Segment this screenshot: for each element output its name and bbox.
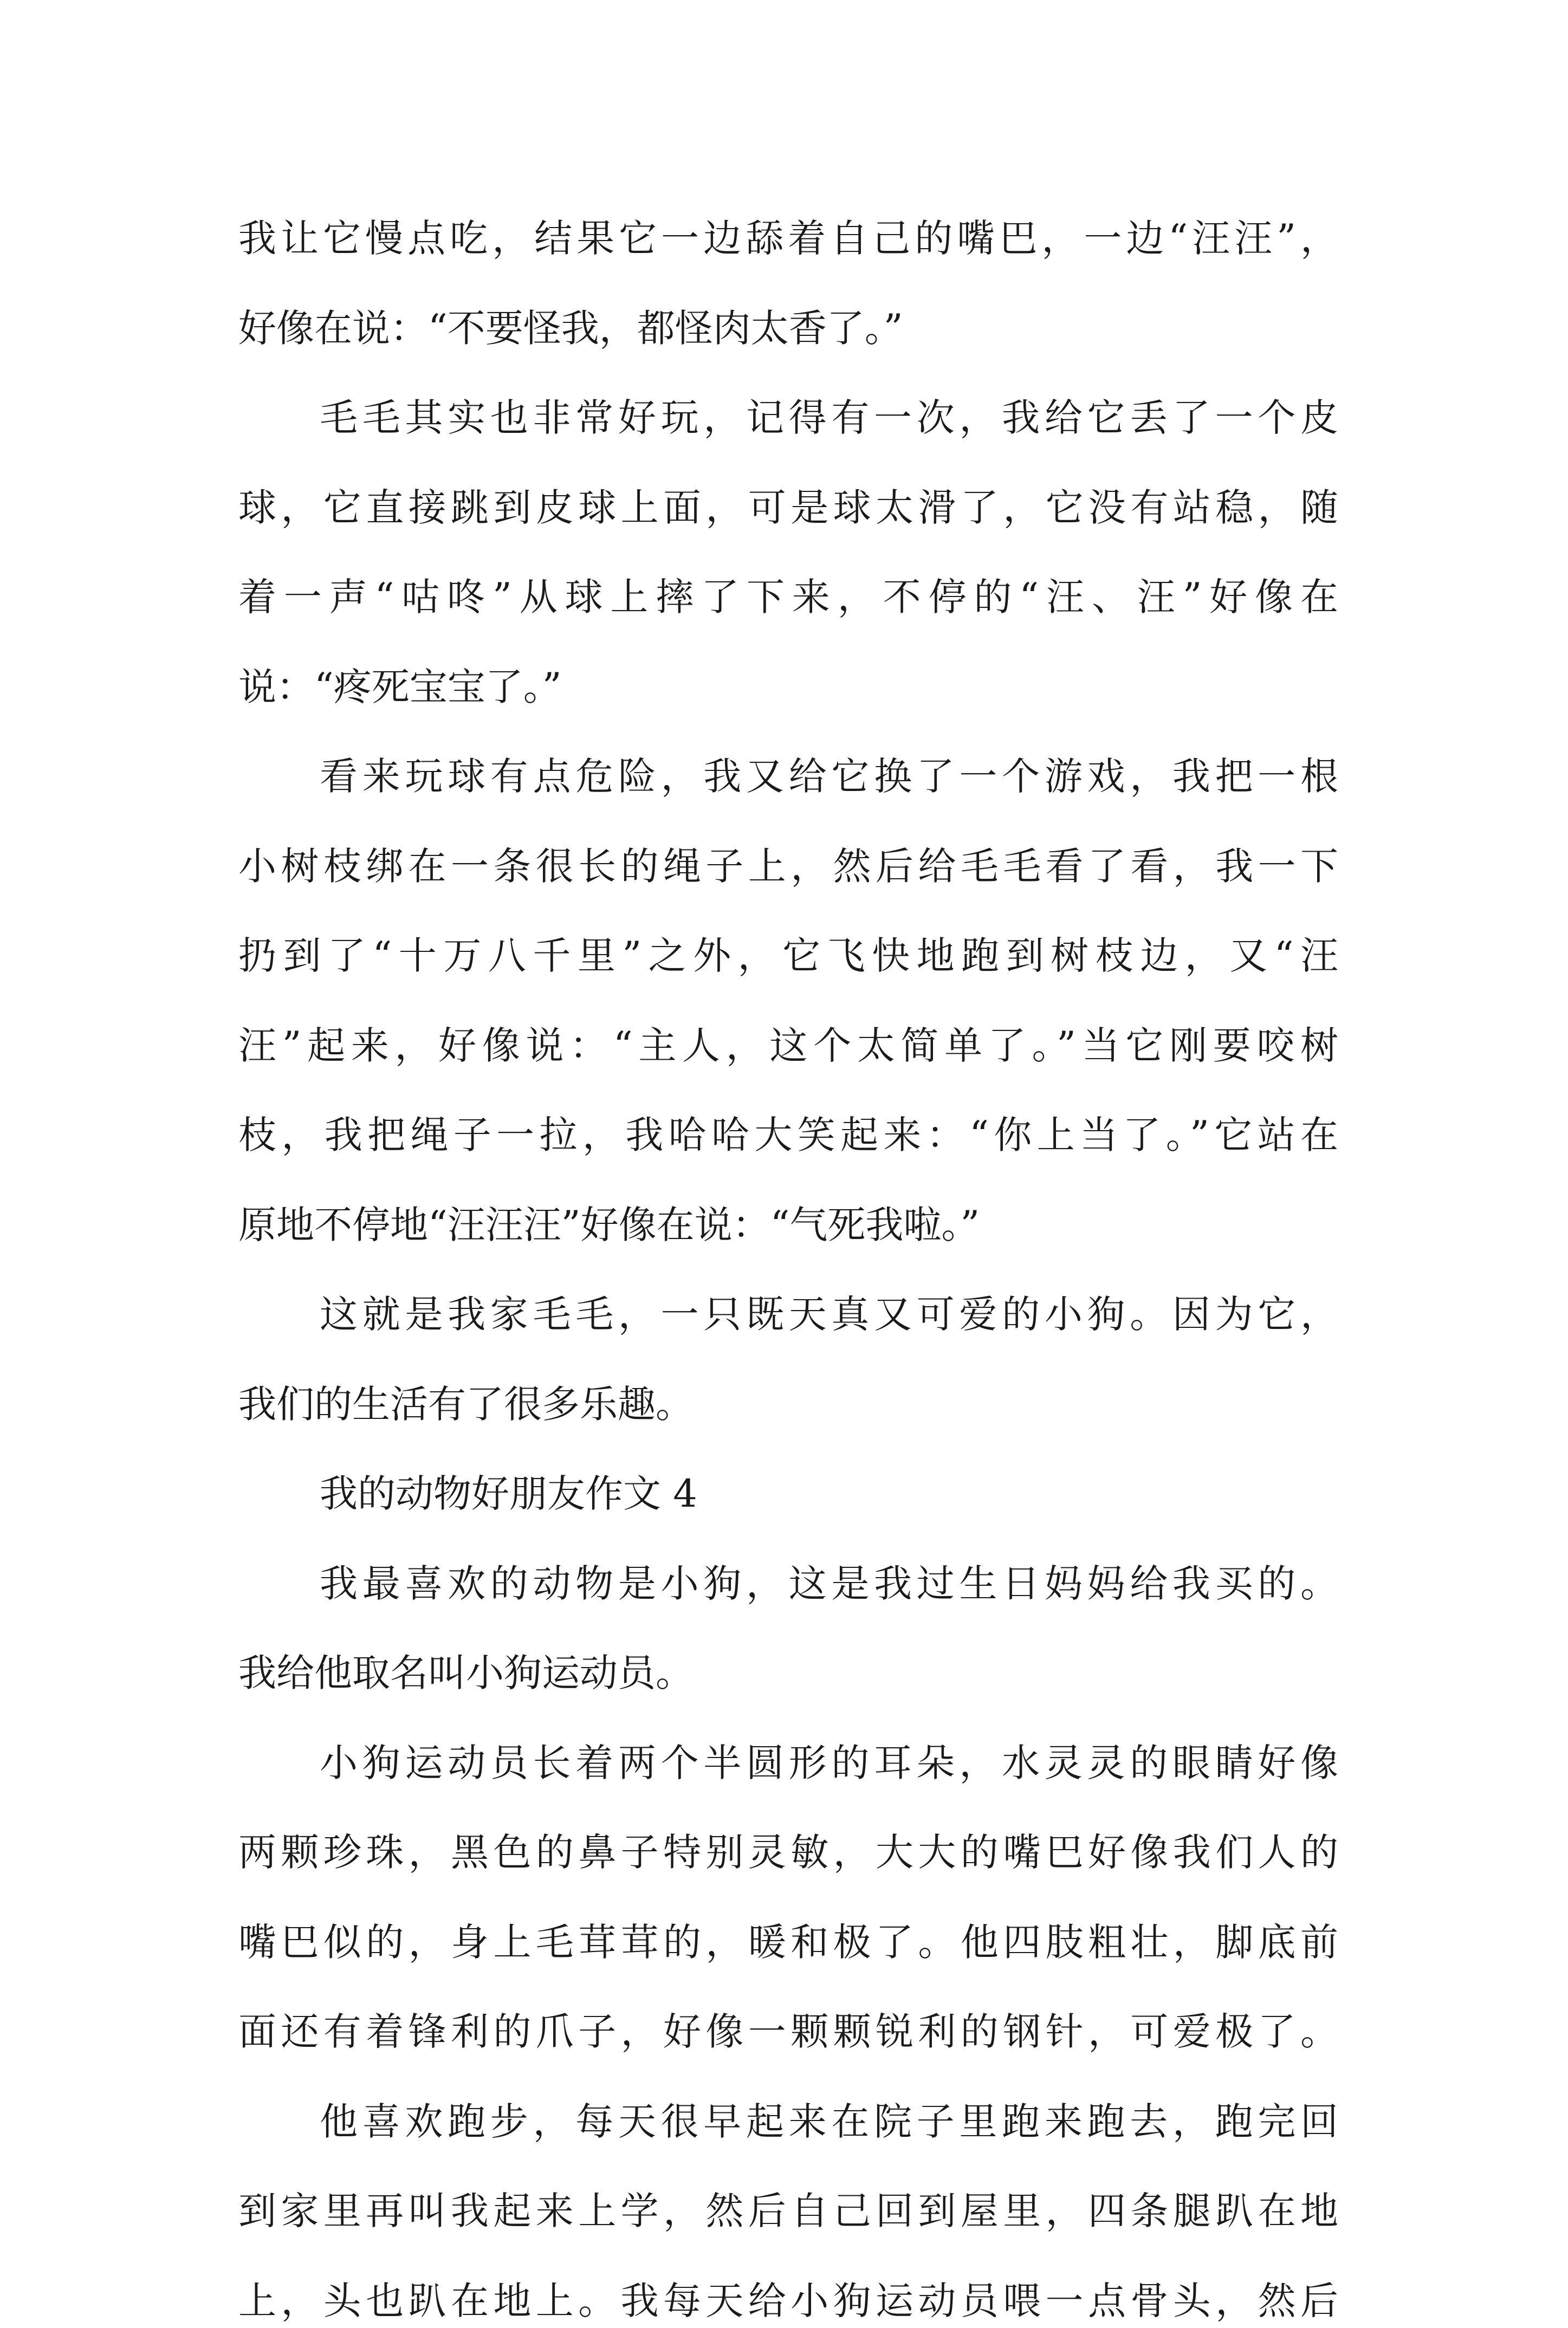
paragraph-line: 两颗珍珠，黑色的鼻子特别灵敏，大大的嘴巴好像我们人的 (238, 1830, 1338, 1875)
paragraph-line: 到家里再叫我起来上学，然后自己回到屋里，四条腿趴在地 (238, 2189, 1338, 2233)
paragraph-line: 原地不停地“汪汪汪”好像在说：“气死我啦。” (238, 1203, 980, 1247)
paragraph-line: 着一声“咕咚”从球上摔了下来，不停的“汪、汪”好像在 (238, 575, 1338, 619)
paragraph-first-line: 看来玩球有点危险，我又给它换了一个游戏，我把一根 (320, 754, 1338, 799)
paragraph-first-line: 毛毛其实也非常好玩，记得有一次，我给它丢了一个皮 (320, 395, 1338, 440)
paragraph-first-line: 我的动物好朋友作文 4 (320, 1471, 697, 1516)
paragraph-line: 我给他取名叫小狗运动员。 (238, 1651, 694, 1695)
paragraph-line: 我们的生活有了很多乐趣。 (238, 1382, 694, 1426)
paragraph-line: 上，头也趴在地上。我每天给小狗运动员喂一点骨头，然后 (238, 2279, 1338, 2323)
paragraph-line: 说：“疼死宝宝了。” (238, 665, 562, 709)
paragraph-line: 球，它直接跳到皮球上面，可是球太滑了，它没有站稳，随 (238, 485, 1338, 530)
paragraph-first-line: 小狗运动员长着两个半圆形的耳朵，水灵灵的眼睛好像 (320, 1741, 1338, 1785)
paragraph-line: 嘴巴似的，身上毛茸茸的，暖和极了。他四肢粗壮，脚底前 (238, 1920, 1338, 1964)
paragraph-line: 好像在说：“不要怪我，都怪肉太香了。” (238, 306, 903, 351)
paragraph-first-line: 他喜欢跑步，每天很早起来在院子里跑来跑去，跑完回 (320, 2099, 1338, 2144)
paragraph-line: 面还有着锋利的爪子，好像一颗颗锐利的钢针，可爱极了。 (238, 2009, 1338, 2054)
paragraph-line: 我让它慢点吃，结果它一边舔着自己的嘴巴，一边“汪汪”， (238, 216, 1338, 261)
paragraph-line: 汪”起来，好像说：“主人，这个太简单了。”当它刚要咬树 (238, 1023, 1338, 1068)
paragraph-line: 小树枝绑在一条很长的绳子上，然后给毛毛看了看，我一下 (238, 844, 1338, 889)
paragraph-line: 枝，我把绳子一拉，我哈哈大笑起来：“你上当了。”它站在 (238, 1113, 1338, 1157)
paragraph-line: 扔到了“十万八千里”之外，它飞快地跑到树枝边，又“汪 (238, 933, 1338, 978)
paragraph-first-line: 这就是我家毛毛，一只既天真又可爱的小狗。因为它， (320, 1292, 1338, 1337)
paragraph-first-line: 我最喜欢的动物是小狗，这是我过生日妈妈给我买的。 (320, 1561, 1338, 1606)
